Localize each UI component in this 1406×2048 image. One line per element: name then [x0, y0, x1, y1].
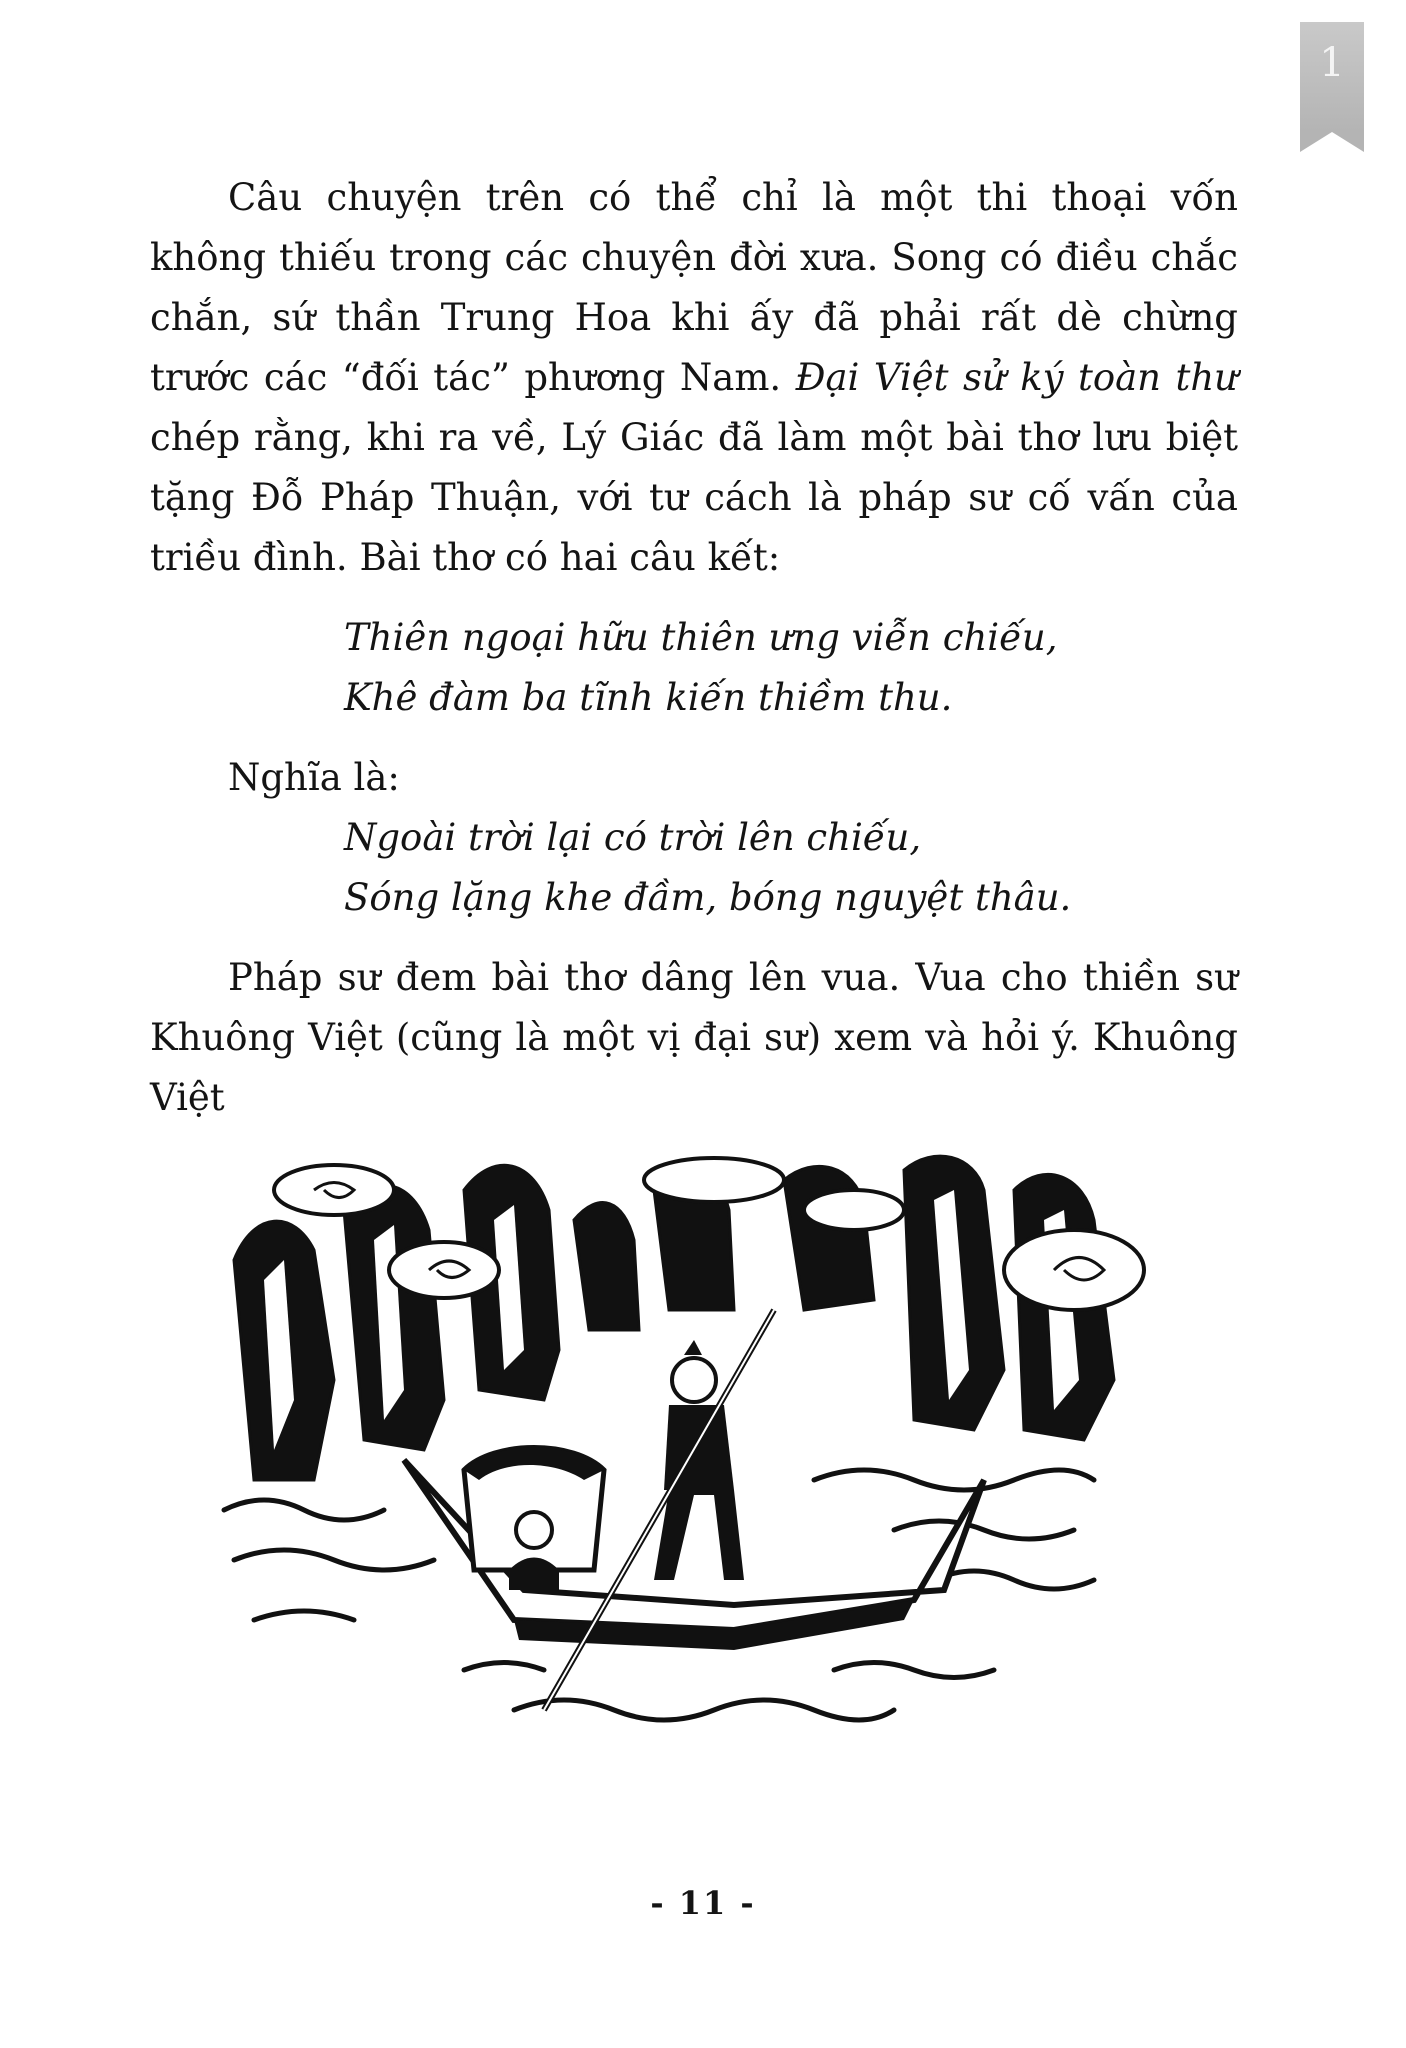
paragraph-1-part-1: Câu chuyện trên có thể chỉ là một thi thoại vốn không thiếu trong các chuyện đời xưa. Song có điều chắc chắn, sứ thần Trung Hoa khi ấy đã phải rất dè chừng trước các “đối tác” phương Nam. [150, 176, 1238, 399]
main-text [150, 168, 1238, 588]
poem-original [344, 608, 1244, 728]
book-title: Đại Việt sử ký toàn thư [795, 356, 1238, 399]
poem-original-line-2: Khê đàm ba tĩnh kiến thiềm thu. [344, 676, 953, 719]
paragraph-1 [150, 168, 1238, 588]
rock-6 [784, 1166, 874, 1310]
meaning-label: Nghĩa là: [228, 756, 400, 799]
paragraph-2: Pháp sư đem bài thơ dâng lên vua. Vua cho thiền sư Khuông Việt (cũng là một vị đại sư) xem và hỏi ý. Khuông Việt [150, 956, 1238, 1119]
poem-translation-line-1: Ngoài trời lại có trời lên chiếu, [344, 816, 922, 859]
chapter-tab [1300, 22, 1364, 132]
chapter-tab-number: 1 [1319, 40, 1345, 86]
main-text-continued [150, 948, 1238, 1128]
paragraph-1-part-2: chép rằng, khi ra về, Lý Giác đã làm một bài thơ lưu biệt tặng Đỗ Pháp Thuận, với tư cách là pháp sư cố vấn của triều đình. Bài thơ có hai câu kết: [150, 416, 1238, 579]
page-number: - 11 - [650, 1884, 756, 1922]
poem-original-line-1: Thiên ngoại hữu thiên ưng viễn chiếu, [344, 616, 1058, 659]
poem-translation-line-2: Sóng lặng khe đầm, bóng nguyệt thâu. [344, 876, 1072, 919]
poem-translation [344, 808, 1244, 928]
rock-4 [574, 1203, 639, 1330]
boat-illustration [214, 1150, 1192, 1730]
